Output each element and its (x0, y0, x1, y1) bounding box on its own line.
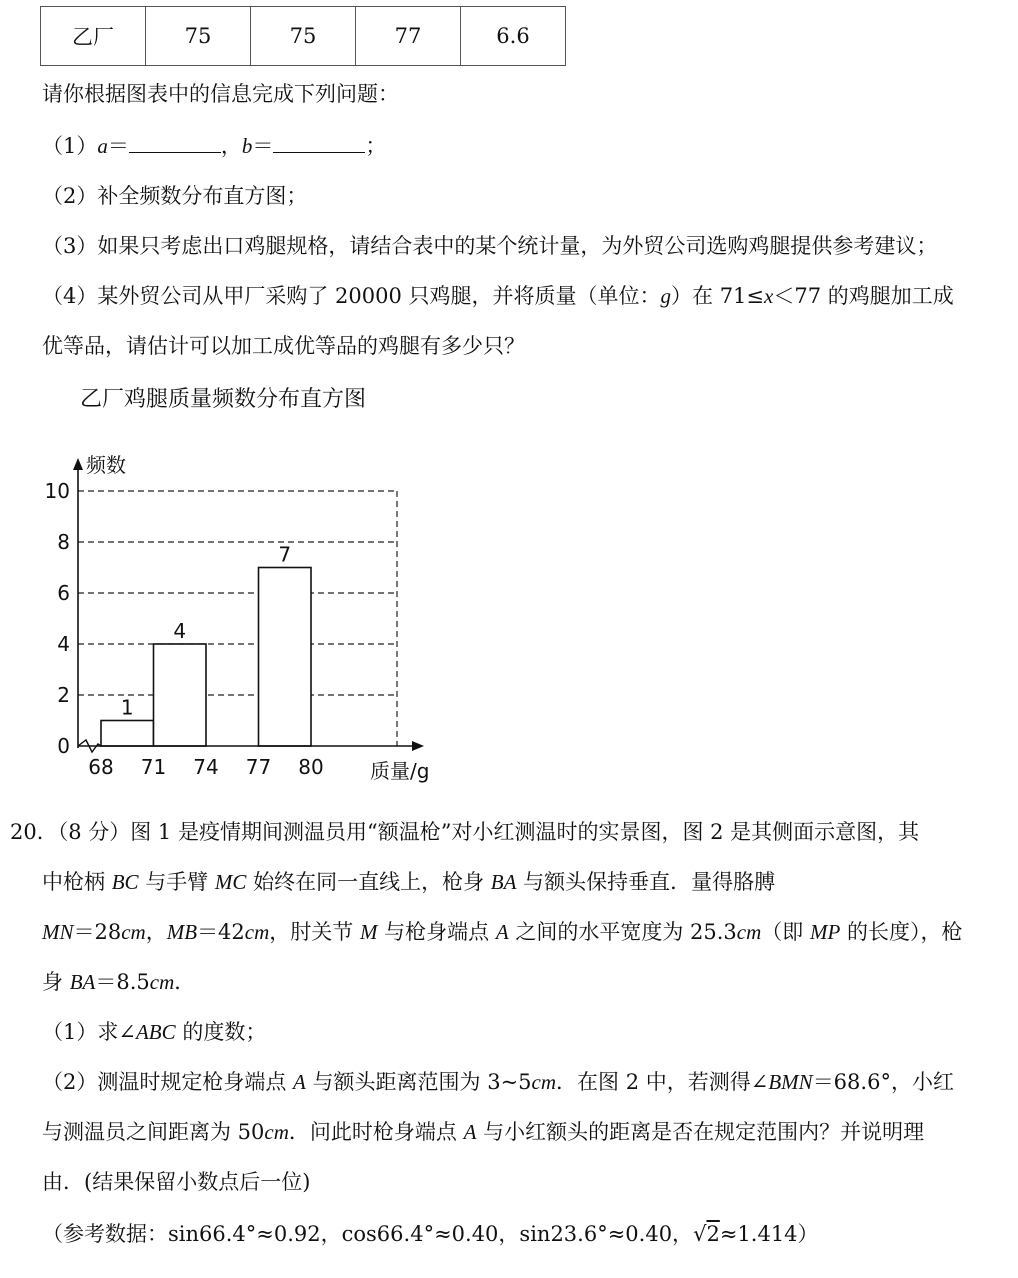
var-mn: MN (42, 920, 74, 944)
unit-cm: cm (244, 920, 270, 944)
table-cell: 6.6 (461, 7, 566, 66)
q4-text-c: ＜77 的鸡腿加工成 (773, 284, 954, 308)
text: 的度数； (175, 1020, 267, 1044)
text: （即 (761, 920, 810, 944)
x-tick-label: 74 (193, 755, 219, 779)
text: 与测温员之间距离为 50 (42, 1120, 265, 1144)
answer-blank-a[interactable] (129, 151, 221, 153)
question-3: （3）如果只考虑出口鸡腿规格，请结合表中的某个统计量，为外贸公司选购鸡腿提供参考建议； (42, 234, 938, 258)
x-tick-label: 71 (140, 755, 167, 779)
text: 与额头距离范围为 3~5 (305, 1070, 532, 1094)
answer-blank-b[interactable] (273, 151, 365, 153)
question-1 (42, 130, 386, 160)
histogram-bar (259, 568, 312, 747)
problem-20-sub1 (42, 1016, 266, 1046)
histogram-chart (0, 440, 470, 790)
histogram-bar (154, 644, 207, 746)
text: 身 (42, 970, 70, 994)
table-cell: 75 (251, 7, 356, 66)
unit-cm: cm (149, 970, 175, 994)
unit-cm: cm (121, 920, 146, 944)
text: ．问此时枪身端点 (288, 1120, 464, 1144)
y-tick-label: 8 (57, 530, 70, 554)
unit-cm: cm (264, 1120, 289, 1144)
q4-text-b: ）在 71≤ (671, 284, 765, 308)
q4-text-a: （4）某外贸公司从甲厂采购了 20000 只鸡腿，并将质量（单位： (42, 284, 661, 308)
y-tick-label: 4 (57, 632, 70, 656)
x-tick-label: 68 (88, 755, 114, 779)
table-cell: 75 (146, 7, 251, 66)
text: ． (174, 970, 196, 994)
problem-20-sub2-line2 (42, 1116, 924, 1146)
text: ，肘关节 (269, 920, 360, 944)
y-tick-label: 10 (44, 479, 70, 503)
y-axis-title: 频数 (86, 453, 126, 477)
var-a-point: A (495, 920, 509, 944)
problem-20-line3 (42, 916, 962, 946)
text: ＝68.6°，小红 (812, 1070, 954, 1094)
sqrt-radicand: 2 (706, 1222, 720, 1246)
bar-data-label: 1 (120, 695, 134, 720)
text: （2）测温时规定枪身端点 (42, 1070, 294, 1094)
unit-g: g (660, 284, 672, 308)
reference-data (42, 1218, 819, 1248)
var-mb: MB (166, 920, 198, 944)
data-table (40, 6, 566, 66)
y-axis-arrow (73, 458, 83, 470)
var-a: a (97, 134, 108, 158)
bar-data-label: 4 (173, 619, 187, 643)
x-axis-arrow (412, 741, 424, 751)
var-a-point: A (293, 1070, 306, 1094)
text: （参考数据：sin66.4°≈0.92，cos66.4°≈0.40，sin23.6°≈0.40， (42, 1222, 694, 1246)
histogram-bar (101, 721, 154, 747)
q1-end: ； (365, 134, 387, 158)
table-row (41, 7, 566, 66)
question-4-line2: 优等品，请估计可以加工成优等品的鸡腿有多少只？ (42, 334, 525, 358)
text: ＝42 (197, 920, 245, 944)
text: 与额头保持垂直．量得胳膊 (516, 870, 776, 894)
text: ．在图 2 中，若测得∠ (556, 1070, 769, 1094)
chart-title: 乙厂鸡腿质量频数分布直方图 (80, 387, 367, 412)
problem-20-sub2-line3: 由．(结果保留小数点后一位) (42, 1170, 311, 1194)
problem-20-line1: 20．（8 分）图 1 是疫情期间测温员用“额温枪”对小红测温时的实景图，图 2 是其侧面示意图，其 (10, 820, 920, 844)
text: 中枪柄 (42, 870, 112, 894)
x-tick-label: 77 (245, 755, 272, 779)
q1-eq-a: ＝ (107, 134, 129, 158)
var-ba: BA (490, 870, 517, 894)
q1-sep: ， (220, 134, 242, 158)
var-mc: MC (214, 870, 247, 894)
sqrt-symbol: √2 (693, 1222, 720, 1246)
text: 与小红额头的距离是否在规定范围内？并说明理 (476, 1120, 925, 1144)
text: ， (145, 920, 167, 944)
var-b: b (241, 134, 253, 158)
y-tick-label: 6 (57, 581, 70, 605)
text: 与手臂 (138, 870, 215, 894)
unit-cm: cm (531, 1070, 557, 1094)
text: （1）求∠ (42, 1020, 136, 1044)
var-a-point: A (463, 1120, 477, 1144)
problem-20-line2 (42, 866, 775, 896)
bar-data-label: 7 (278, 542, 292, 567)
text: 与枪身端点 (377, 920, 496, 944)
x-tick-label: 80 (298, 755, 324, 779)
q1-prefix: （1） (42, 134, 98, 158)
x-axis-title: 质量/g (370, 759, 430, 783)
q1-eq-b: ＝ (252, 134, 274, 158)
table-cell: 乙厂 (41, 7, 146, 66)
var-x: x (764, 284, 774, 308)
y-tick-label: 2 (57, 683, 70, 707)
table-cell: 77 (356, 7, 461, 66)
text: ＝8.5 (95, 970, 150, 994)
text: 的长度），枪 (840, 920, 963, 944)
text: ＝28 (73, 920, 122, 944)
question-2: （2）补全频数分布直方图； (42, 184, 308, 208)
unit-cm: cm (736, 920, 762, 944)
var-m: M (359, 920, 378, 944)
var-abc: ABC (135, 1020, 176, 1044)
var-bmn: BMN (768, 1070, 813, 1094)
y-tick-label: 0 (57, 734, 70, 758)
var-ba: BA (69, 970, 96, 994)
question-4-line1 (42, 280, 954, 310)
var-mp: MP (809, 920, 841, 944)
intro-text: 请你根据图表中的信息完成下列问题： (42, 82, 399, 106)
problem-20-sub2-line1 (42, 1066, 954, 1096)
var-bc: BC (111, 870, 139, 894)
problem-20-line4 (42, 966, 195, 996)
text: 之间的水平宽度为 25.3 (508, 920, 737, 944)
text: ≈1.414） (719, 1222, 819, 1246)
text: 始终在同一直线上，枪身 (246, 870, 491, 894)
